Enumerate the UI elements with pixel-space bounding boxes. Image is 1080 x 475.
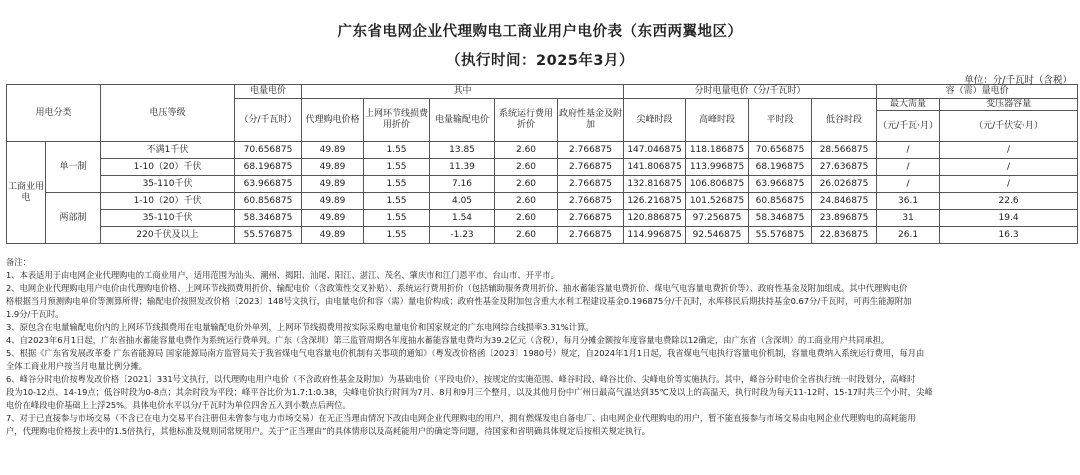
note-line: 2、电网企业代理购电用户电价由代理购电价格、上网环节线损费用折价、输配电价（含政策性交叉补贴）、系统运行费用折价（包括辅助服务费用折价、抽水蓄能容量电费折价、煤电气电容量电费折价等）、政府性基金及附加组成。其中代理购电价 <box>6 283 908 293</box>
cell-peak: 92.546875 <box>686 227 749 244</box>
note-line: 户，代理购电价格按上表中的1.5倍执行，其他标准及规则同常规用户。关于“正当理由”的具体情形以及高耗能用户的确定等问题，待国家和省明确具体规定后按相关规定执行。 <box>6 426 651 436</box>
cell-transmission: -1.23 <box>430 227 495 244</box>
note-line: 段为10-12点、14-19点；低谷时段为0-8点；其余时段为平段；峰平谷比价为1.7:1:0.38，尖峰电价执行时间为7月、8月和9月三个整月，以及其他月份中广州日最高气温达到35℃及以上的高温天，执行时段为每天11-12时、15-17时共三个小时，尖峰 <box>6 387 933 397</box>
cell-energy: 60.856875 <box>235 193 302 210</box>
note-line: 7、对于已直接参与市场交易（不含已在电力交易平台注册但未曾参与电力市场交易）在无正当理由情况下改由电网企业代理购电的用户，拥有燃煤发电自备电厂、由电网企业代理购电的用户，暂不能直接参与市场交易由电网企业代理购电的高耗能用 <box>6 413 916 423</box>
header-transformer-unit: （元/千伏安·月） <box>940 111 1078 142</box>
note-line: 5、根据《广东省发展改革委 广东省能源局 国家能源局南方监管局关于我省煤电气电容量电价机制有关事项的通知》（粤发改价格函〔2023〕1980号）规定，自2024年1月1日起，我省煤电气电执行容量电价机制，容量电费纳入系统运行费用，每月由 <box>6 348 925 358</box>
header-flat: 平时段 <box>749 99 812 142</box>
cell-gov-fund: 2.766875 <box>558 176 624 193</box>
cell-transformer: / <box>940 159 1078 176</box>
cell-proxy: 49.89 <box>302 193 364 210</box>
header-voltage: 电压等级 <box>101 85 235 142</box>
cell-loss: 1.55 <box>364 142 430 159</box>
cell-peak: 118.186875 <box>686 142 749 159</box>
cell-gov-fund: 2.766875 <box>558 142 624 159</box>
two-part-label: 两部制 <box>46 193 101 244</box>
cell-energy: 63.966875 <box>235 176 302 193</box>
cell-valley: 22.836875 <box>812 227 877 244</box>
cell-system-op: 2.60 <box>495 159 558 176</box>
table-row <box>7 176 1078 193</box>
cell-valley: 28.566875 <box>812 142 877 159</box>
cell-proxy: 49.89 <box>302 159 364 176</box>
header-gov-fund: 政府性基金及附加 <box>558 99 624 142</box>
note-line: 1、本表适用于由电网企业代理购电的工商业用户，适用范围为汕头、潮州、揭阳、汕尾、阳江、湛江、茂名、肇庆市和江门恩平市、台山市、开平市。 <box>6 270 559 280</box>
cell-gov-fund: 2.766875 <box>558 193 624 210</box>
table-row <box>7 193 1078 210</box>
cell-proxy: 49.89 <box>302 227 364 244</box>
cell-system-op: 2.60 <box>495 193 558 210</box>
cell-flat: 55.576875 <box>749 227 812 244</box>
header-loss: 上网环节线损费用折价 <box>364 99 430 142</box>
cell-transmission: 11.39 <box>430 159 495 176</box>
cell-gov-fund: 2.766875 <box>558 210 624 227</box>
cell-transformer: / <box>940 142 1078 159</box>
cell-loss: 1.55 <box>364 159 430 176</box>
cell-max-demand: 26.1 <box>877 227 940 244</box>
header-of-which: 其中 <box>302 85 624 99</box>
note-line: 格根据当月预测购电单价等测算所得；输配电价按照发改价格〔2023〕148号文执行，由电量电价和容（需）量电价构成；政府性基金及附加包含重大水利工程建设基金0.196875分/千瓦时，水库移民后期扶持基金0.67分/千瓦时，可再生能源附加 <box>6 296 912 306</box>
cell-voltage: 不满1千伏 <box>101 142 235 159</box>
cell-loss: 1.55 <box>364 210 430 227</box>
cell-transmission: 4.05 <box>430 193 495 210</box>
cell-energy: 58.346875 <box>235 210 302 227</box>
note-line: 3、原包含在电量输配电价内的上网环节线损费用在电量输配电价外单列，上网环节线损费用按实际采购电量电价和国家规定的广东电网综合线损率3.31%计算。 <box>6 322 594 332</box>
cell-voltage: 220千伏及以上 <box>101 227 235 244</box>
single-part-label: 单一制 <box>46 142 101 193</box>
cell-loss: 1.55 <box>364 227 430 244</box>
table-row <box>7 210 1078 227</box>
page-subtitle: （执行时间：2025年3月） <box>446 53 634 69</box>
cell-peak-top: 132.816875 <box>624 176 686 193</box>
cell-system-op: 2.60 <box>495 210 558 227</box>
cell-flat: 70.656875 <box>749 142 812 159</box>
note-line: 电价在峰段电价基础上上浮25%。具体电价水平以分/千瓦时为单位四舍五入到小数点后两位。 <box>6 400 351 410</box>
cell-max-demand: / <box>877 176 940 193</box>
header-energy-price: 电量电价 <box>235 85 302 99</box>
notes-section <box>6 256 1074 438</box>
cell-peak-top: 147.046875 <box>624 142 686 159</box>
cell-system-op: 2.60 <box>495 142 558 159</box>
cell-system-op: 2.60 <box>495 176 558 193</box>
header-peak-top: 尖峰时段 <box>624 99 686 142</box>
page-title: 广东省电网企业代理购电工商业用户电价表（东西两翼地区） <box>337 24 743 40</box>
note-line: 4、自2023年6月1日起，广东省抽水蓄能容量电费作为系统运行费单列。广东（含深圳）第三监管周期各年度抽水蓄能容量电费均为39.2亿元（含税），每月分摊金额按年度容量电费除以12确定，由广东省（含深圳）的工商业用户共同承担。 <box>6 335 890 345</box>
cell-peak-top: 120.886875 <box>624 210 686 227</box>
cell-transmission: 7.16 <box>430 176 495 193</box>
header-max-demand: 最大需量 <box>877 99 940 111</box>
group-label: 工商业用电 <box>7 142 46 244</box>
cell-system-op: 2.60 <box>495 227 558 244</box>
cell-peak-top: 114.996875 <box>624 227 686 244</box>
header-energy-unit: （分/千瓦时） <box>235 99 302 142</box>
header-proxy: 代理购电价格 <box>302 99 364 142</box>
cell-transformer: / <box>940 176 1078 193</box>
header-peak: 高峰时段 <box>686 99 749 142</box>
cell-transformer: 16.3 <box>940 227 1078 244</box>
header-max-demand-unit: （元/千瓦·月） <box>877 111 940 142</box>
note-line: 6、峰谷分时电价按粤发改价格〔2021〕331号文执行，以代理购电用户电价（不含政府性基金及附加）为基础电价（平段电价），按规定的实施范围、峰谷时段、峰谷比价、尖峰电价等实施执行。其中，峰谷分时电价全省执行统一时段划分，高峰时 <box>6 374 916 384</box>
cell-transmission: 13.85 <box>430 142 495 159</box>
cell-voltage: 1-10（20）千伏 <box>101 193 235 210</box>
cell-max-demand: / <box>877 159 940 176</box>
header-capacity: 容（需）量电价 <box>877 85 1078 99</box>
cell-gov-fund: 2.766875 <box>558 227 624 244</box>
cell-peak: 97.256875 <box>686 210 749 227</box>
cell-proxy: 49.89 <box>302 210 364 227</box>
cell-energy: 68.196875 <box>235 159 302 176</box>
cell-valley: 26.026875 <box>812 176 877 193</box>
header-tou: 分时电量电价（分/千瓦时） <box>624 85 877 99</box>
cell-peak-top: 126.216875 <box>624 193 686 210</box>
table-row <box>7 227 1078 244</box>
cell-proxy: 49.89 <box>302 176 364 193</box>
cell-energy: 70.656875 <box>235 142 302 159</box>
notes-heading: 备注： <box>6 257 31 267</box>
cell-flat: 63.966875 <box>749 176 812 193</box>
table-row <box>7 159 1078 176</box>
cell-flat: 68.196875 <box>749 159 812 176</box>
tariff-table <box>6 84 1078 244</box>
cell-flat: 60.856875 <box>749 193 812 210</box>
unit-label: 单位：分/千瓦时（含税） <box>964 75 1072 86</box>
header-system-op: 系统运行费用折价 <box>495 99 558 142</box>
cell-voltage: 35-110千伏 <box>101 176 235 193</box>
cell-peak: 106.806875 <box>686 176 749 193</box>
cell-transformer: 19.4 <box>940 210 1078 227</box>
cell-peak: 113.996875 <box>686 159 749 176</box>
cell-peak: 101.526875 <box>686 193 749 210</box>
header-transmission: 电量输配电价 <box>430 99 495 142</box>
cell-transmission: 1.54 <box>430 210 495 227</box>
cell-loss: 1.55 <box>364 193 430 210</box>
cell-voltage: 1-10（20）千伏 <box>101 159 235 176</box>
note-line: 1.9分/千瓦时。 <box>6 309 64 319</box>
cell-max-demand: 36.1 <box>877 193 940 210</box>
cell-loss: 1.55 <box>364 176 430 193</box>
cell-gov-fund: 2.766875 <box>558 159 624 176</box>
header-transformer: 变压器容量 <box>940 99 1078 111</box>
cell-energy: 55.576875 <box>235 227 302 244</box>
cell-transformer: 22.6 <box>940 193 1078 210</box>
cell-valley: 27.636875 <box>812 159 877 176</box>
cell-valley: 24.846875 <box>812 193 877 210</box>
note-line: 全体工商业用户按当月电量比例分摊。 <box>6 361 148 371</box>
cell-max-demand: 31 <box>877 210 940 227</box>
header-category: 用电分类 <box>7 85 101 142</box>
cell-voltage: 35-110千伏 <box>101 210 235 227</box>
cell-max-demand: / <box>877 142 940 159</box>
cell-flat: 58.346875 <box>749 210 812 227</box>
table-row <box>7 142 1078 159</box>
cell-valley: 23.896875 <box>812 210 877 227</box>
header-valley: 低谷时段 <box>812 99 877 142</box>
cell-proxy: 49.89 <box>302 142 364 159</box>
cell-peak-top: 141.806875 <box>624 159 686 176</box>
